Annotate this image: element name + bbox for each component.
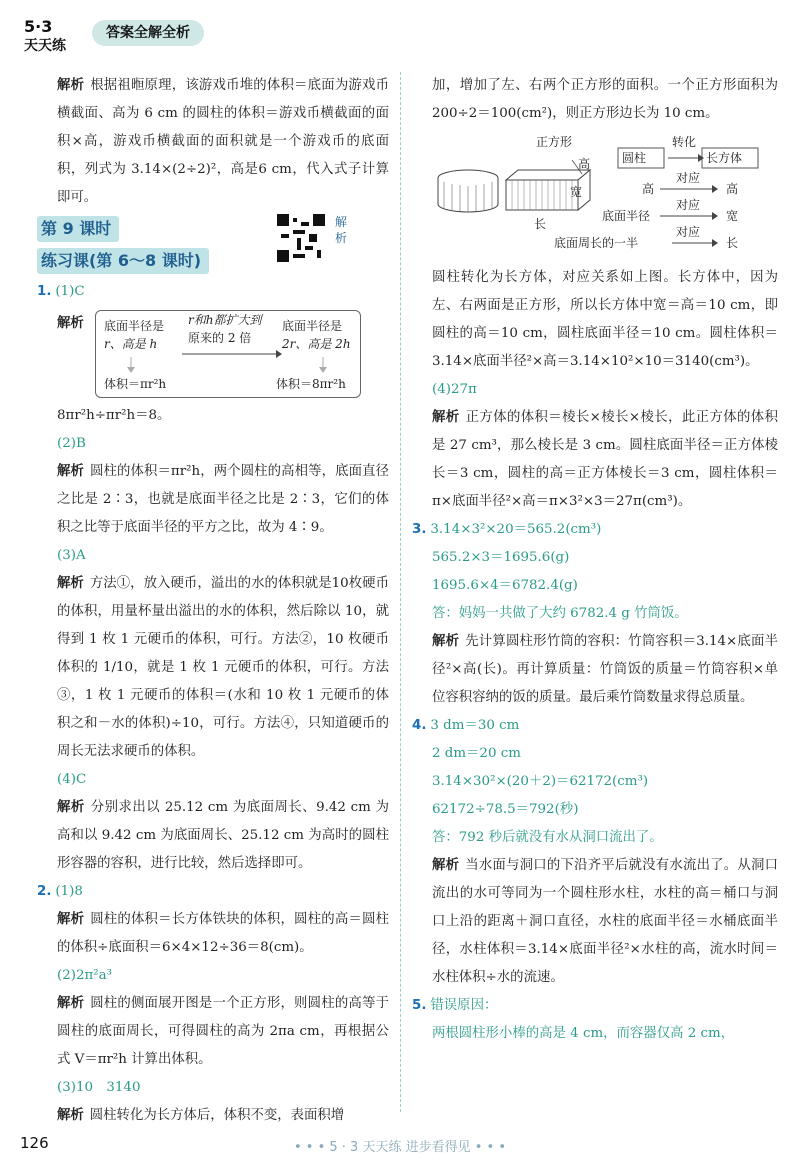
- svg-text:5·3: 5·3: [24, 17, 53, 36]
- lesson-subtitle: [37, 248, 389, 278]
- lesson-subtitle-text: 练习课(第 6～8 课时): [37, 248, 209, 274]
- column-divider: [400, 72, 401, 1112]
- q4-answer: 答：792 秒后就没有水从洞口流出了。: [432, 830, 663, 845]
- arrow-right-icon: [182, 349, 282, 359]
- q1-4-analysis: 解析 分别求出以 25.12 cm 为底面周长、9.42 cm 为高和以 9.42 cm 为底面周长、25.12 cm 为高时的圆柱形容器的容积，进行比较，然后选择即可。: [57, 800, 389, 871]
- q2-answer-4: (4)27π: [432, 382, 477, 397]
- q5-title: 5. 错误原因：: [412, 998, 498, 1013]
- right-column: [412, 72, 778, 1048]
- q2-answer-2: (2)2π²a³: [57, 968, 113, 983]
- q1-answer-3: (3)A: [57, 548, 86, 563]
- q4-line-2: 2 dm＝20 cm: [432, 746, 521, 761]
- q2-3-explanation: 圆柱转化为长方体，对应关系如上图。长方体中，因为左、右两面是正方形，所以长方体中宽＝高＝10 cm，即圆柱的高＝10 cm，圆柱底面半径＝10 cm。圆柱体积＝3.14×底面半径²×高＝3.14×10²×10＝3140(cm³)。: [432, 270, 778, 369]
- lesson-number: 第 9 课时: [37, 216, 119, 242]
- arrow-down-icon: [318, 357, 328, 373]
- scaling-diagram: 底面半径是 r、高是 h r和h都扩大到 原来的 2 倍 底面半径是 2r、高是 2h 体积＝πr²h 体积＝8πr²h: [95, 310, 361, 398]
- q1-answer-1: 1. (1)C: [37, 284, 85, 299]
- q2-3-continued: 加，增加了左、右两个正方形的面积。一个正方形面积为 200÷2＝100(cm²)，则正方形边长为 10 cm。: [432, 78, 778, 121]
- arrow-down-icon: [126, 357, 136, 373]
- svg-text:天天练: 天天练: [24, 38, 66, 54]
- q1-answer-4: (4)C: [57, 772, 87, 787]
- analysis-label: 解析: [57, 78, 85, 93]
- q4-analysis: 解析 当水面与洞口的下沿齐平后就没有水流出了。从洞口流出的水可等同为一个圆柱形水柱，水柱的高＝桶口与洞口上沿的距离＋洞口直径，水柱的底面半径＝水桶底面半径，水柱体积＝3.14×底面半径²×水柱的高，流水时间＝水柱体积÷水的流速。: [432, 858, 778, 985]
- q2-2-analysis: 解析 圆柱的侧面展开图是一个正方形，则圆柱的高等于圆柱的底面周长，可得圆柱的高为 2πa cm，再根据公式 V＝πr²h 计算出体积。: [57, 996, 390, 1067]
- q4-line-1: 4. 3 dm＝30 cm: [412, 718, 520, 733]
- q1-answer-2: (2)B: [57, 436, 86, 451]
- q2-answer-3: (3)10 3140: [57, 1080, 141, 1095]
- intro-paragraph: 解析 根据祖暅原理，该游戏币堆的体积＝底面为游戏币横截面、高为 6 cm 的圆柱的体积＝游戏币横截面的面积×高，游戏币横截面的面积就是一个游戏币的底面积，列式为 3.14×(2÷2)²，高是6 cm，代入式子计算即可。: [57, 78, 390, 205]
- analysis-label: 解析: [57, 316, 84, 331]
- q1-2-analysis: 解析 圆柱的体积＝πr²h，两个圆柱的高相等，底面直径之比是 2∶3，也就是底面半径之比是 2∶3，它们的体积之比等于底面半径的平方之比，故为 4∶9。: [57, 464, 389, 535]
- brand-logo-icon: [22, 14, 80, 54]
- header-tag: 答案全解全析: [92, 20, 204, 46]
- q2-4-analysis: 解析 正方体的体积＝棱长×棱长×棱长，此正方体的体积是 27 cm³，那么棱长是 3 cm。圆柱底面半径＝正方体棱长＝3 cm，圆柱的高＝正方体棱长＝3 cm，圆柱体积＝π×底面半径²×高＝π×3²×3＝27π(cm³)。: [432, 410, 778, 509]
- q2-3-analysis: 解析 圆柱转化为长方体后，体积不变，表面积增: [57, 1108, 345, 1123]
- q1-1-calc: 8πr²h÷πr²h＝8。: [57, 408, 171, 423]
- page-header: [22, 12, 422, 56]
- cylinder-to-cuboid-diagram: 正方形 高 宽 长 圆柱 转化 长方体 高 对应 高 底面半径 对应 宽 底面周长的一半 对应 长: [432, 128, 778, 264]
- page-number: 126: [20, 1134, 49, 1152]
- footer-slogan: • • • 5 · 3 天天练 进步看得见 • • •: [293, 1140, 506, 1155]
- q1-3-analysis: 解析 方法①，放入硬币，溢出的水的体积就是10枚硬币的体积，用量杯量出溢出的水的体积，然后除以 10，就得到 1 枚 1 元硬币的体积，可行。方法②，10 枚硬币体积的 1/10，就是 1 枚 1 元硬币的体积，可行。方法③，1 枚 1 元硬币的体积＝(水和 10 枚 1 元硬币的体积之和－水的体积)÷10，可行。方法④，只知道硬币的周长无法求硬币的体积。: [57, 576, 390, 759]
- q5-text: 两根圆柱形小棒的高是 4 cm，而容器仅高 2 cm，: [432, 1026, 735, 1041]
- q2-answer-1: 2. (1)8: [37, 884, 83, 899]
- q3-analysis: 解析 先计算圆柱形竹筒的容积：竹筒容积＝3.14×底面半径²×高(长)。再计算质量：竹筒饭的质量＝竹筒容积×单位容积容纳的饭的质量。最后乘竹筒数量求得总质量。: [432, 634, 778, 705]
- qr-code-icon[interactable]: [277, 214, 325, 262]
- q2-1-analysis: 解析 圆柱的体积＝长方体铁块的体积，圆柱的高＝圆柱的体积÷底面积＝6×4×12÷36＝8(cm)。: [57, 912, 390, 955]
- q4-line-3: 3.14×30²×(20＋2)＝62172(cm³): [432, 774, 649, 789]
- qr-label: 解析: [334, 215, 347, 245]
- q3-line-2: 565.2×3＝1695.6(g): [432, 550, 570, 565]
- q3-line-1: 3. 3.14×3²×20＝565.2(cm³): [412, 522, 602, 537]
- q3-answer: 答：妈妈一共做了大约 6782.4 g 竹筒饭。: [432, 606, 688, 621]
- q4-line-4: 62172÷78.5＝792(秒): [432, 802, 579, 817]
- q3-line-3: 1695.6×4＝6782.4(g): [432, 578, 578, 593]
- q1-1-analysis: [37, 310, 389, 398]
- question-number: 1.: [37, 284, 52, 299]
